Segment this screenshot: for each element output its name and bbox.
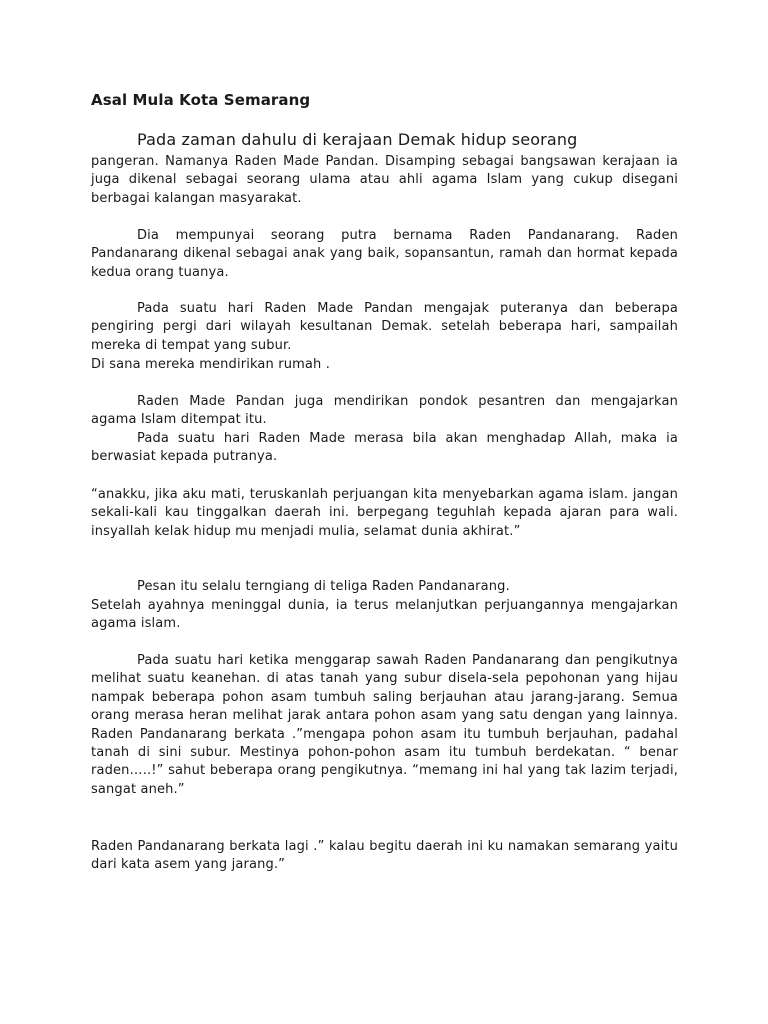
paragraph-1-opening: Pada zaman dahulu di kerajaan Demak hidup seorang xyxy=(137,130,578,149)
paragraph-3: Pada suatu hari Raden Made Pandan mengajak puteranya dan beberapa pengiring pergi dari wilayah kesultanan Demak. setelah beberapa hari, sampailah mereka di tempat yang subur. xyxy=(91,301,678,353)
paragraph-7: Setelah ayahnya meninggal dunia, ia terus melanjutkan perjuangannya mengajarkan agama islam. xyxy=(91,598,678,632)
paragraph-3-continuation: Di sana mereka mendirikan rumah . xyxy=(91,357,330,372)
paragraph-8: Pada suatu hari ketika menggarap sawah Raden Pandanarang dan pengikutnya melihat suatu keanehan. di atas tanah yang subur disela-sela pepohonan yang hijau nampak beberapa pohon asam tumbuh saling berjauhan atau jarang-jarang. Semua orang merasa heran melihat jarak antara pohon asam yang satu dengan yang lainnya. Raden Pandanarang berkata .”mengapa pohon asam itu tumbuh berjauhan, padahal tanah di sini subur. Mestinya pohon-pohon asam itu tumbuh berdekatan. “ benar raden…..!” sahut beberapa orang pengikutnya. “memang ini hal yang tak lazim terjadi, sangat aneh.” xyxy=(91,653,678,797)
paragraph-9: Raden Pandanarang berkata lagi .” kalau begitu daerah ini ku namakan semarang yaitu dari kata asem yang jarang.” xyxy=(91,839,678,873)
paragraph-1-body: pangeran. Namanya Raden Made Pandan. Disamping sebagai bangsawan kerajaan ia juga dikenal sebagai seorang ulama atau ahli agama Islam yang cukup disegani berbagai kalangan masyarakat. xyxy=(91,154,678,206)
paragraph-6: Pesan itu selalu terngiang di teliga Raden Pandanarang. xyxy=(137,579,510,594)
paragraph-2: Dia mempunyai seorang putra bernama Raden Pandanarang. Raden Pandanarang dikenal sebagai anak yang baik, sopansantun, ramah dan hormat kepada kedua orang tuanya. xyxy=(91,228,678,280)
paragraph-quote: “anakku, jika aku mati, teruskanlah perjuangan kita menyebarkan agama islam. jangan sekali-kali kau tinggalkan daerah ini. berpegang teguhlah kepada ajaran para wali. insyallah kelak hidup mu menjadi mulia, selamat dunia akhirat.” xyxy=(91,487,678,539)
paragraph-5: Pada suatu hari Raden Made merasa bila akan menghadap Allah, maka ia berwasiat kepada putranya. xyxy=(91,431,678,465)
document-title: Asal Mula Kota Semarang xyxy=(91,91,311,109)
paragraph-4: Raden Made Pandan juga mendirikan pondok pesantren dan mengajarkan agama Islam ditempat itu. xyxy=(91,394,678,428)
